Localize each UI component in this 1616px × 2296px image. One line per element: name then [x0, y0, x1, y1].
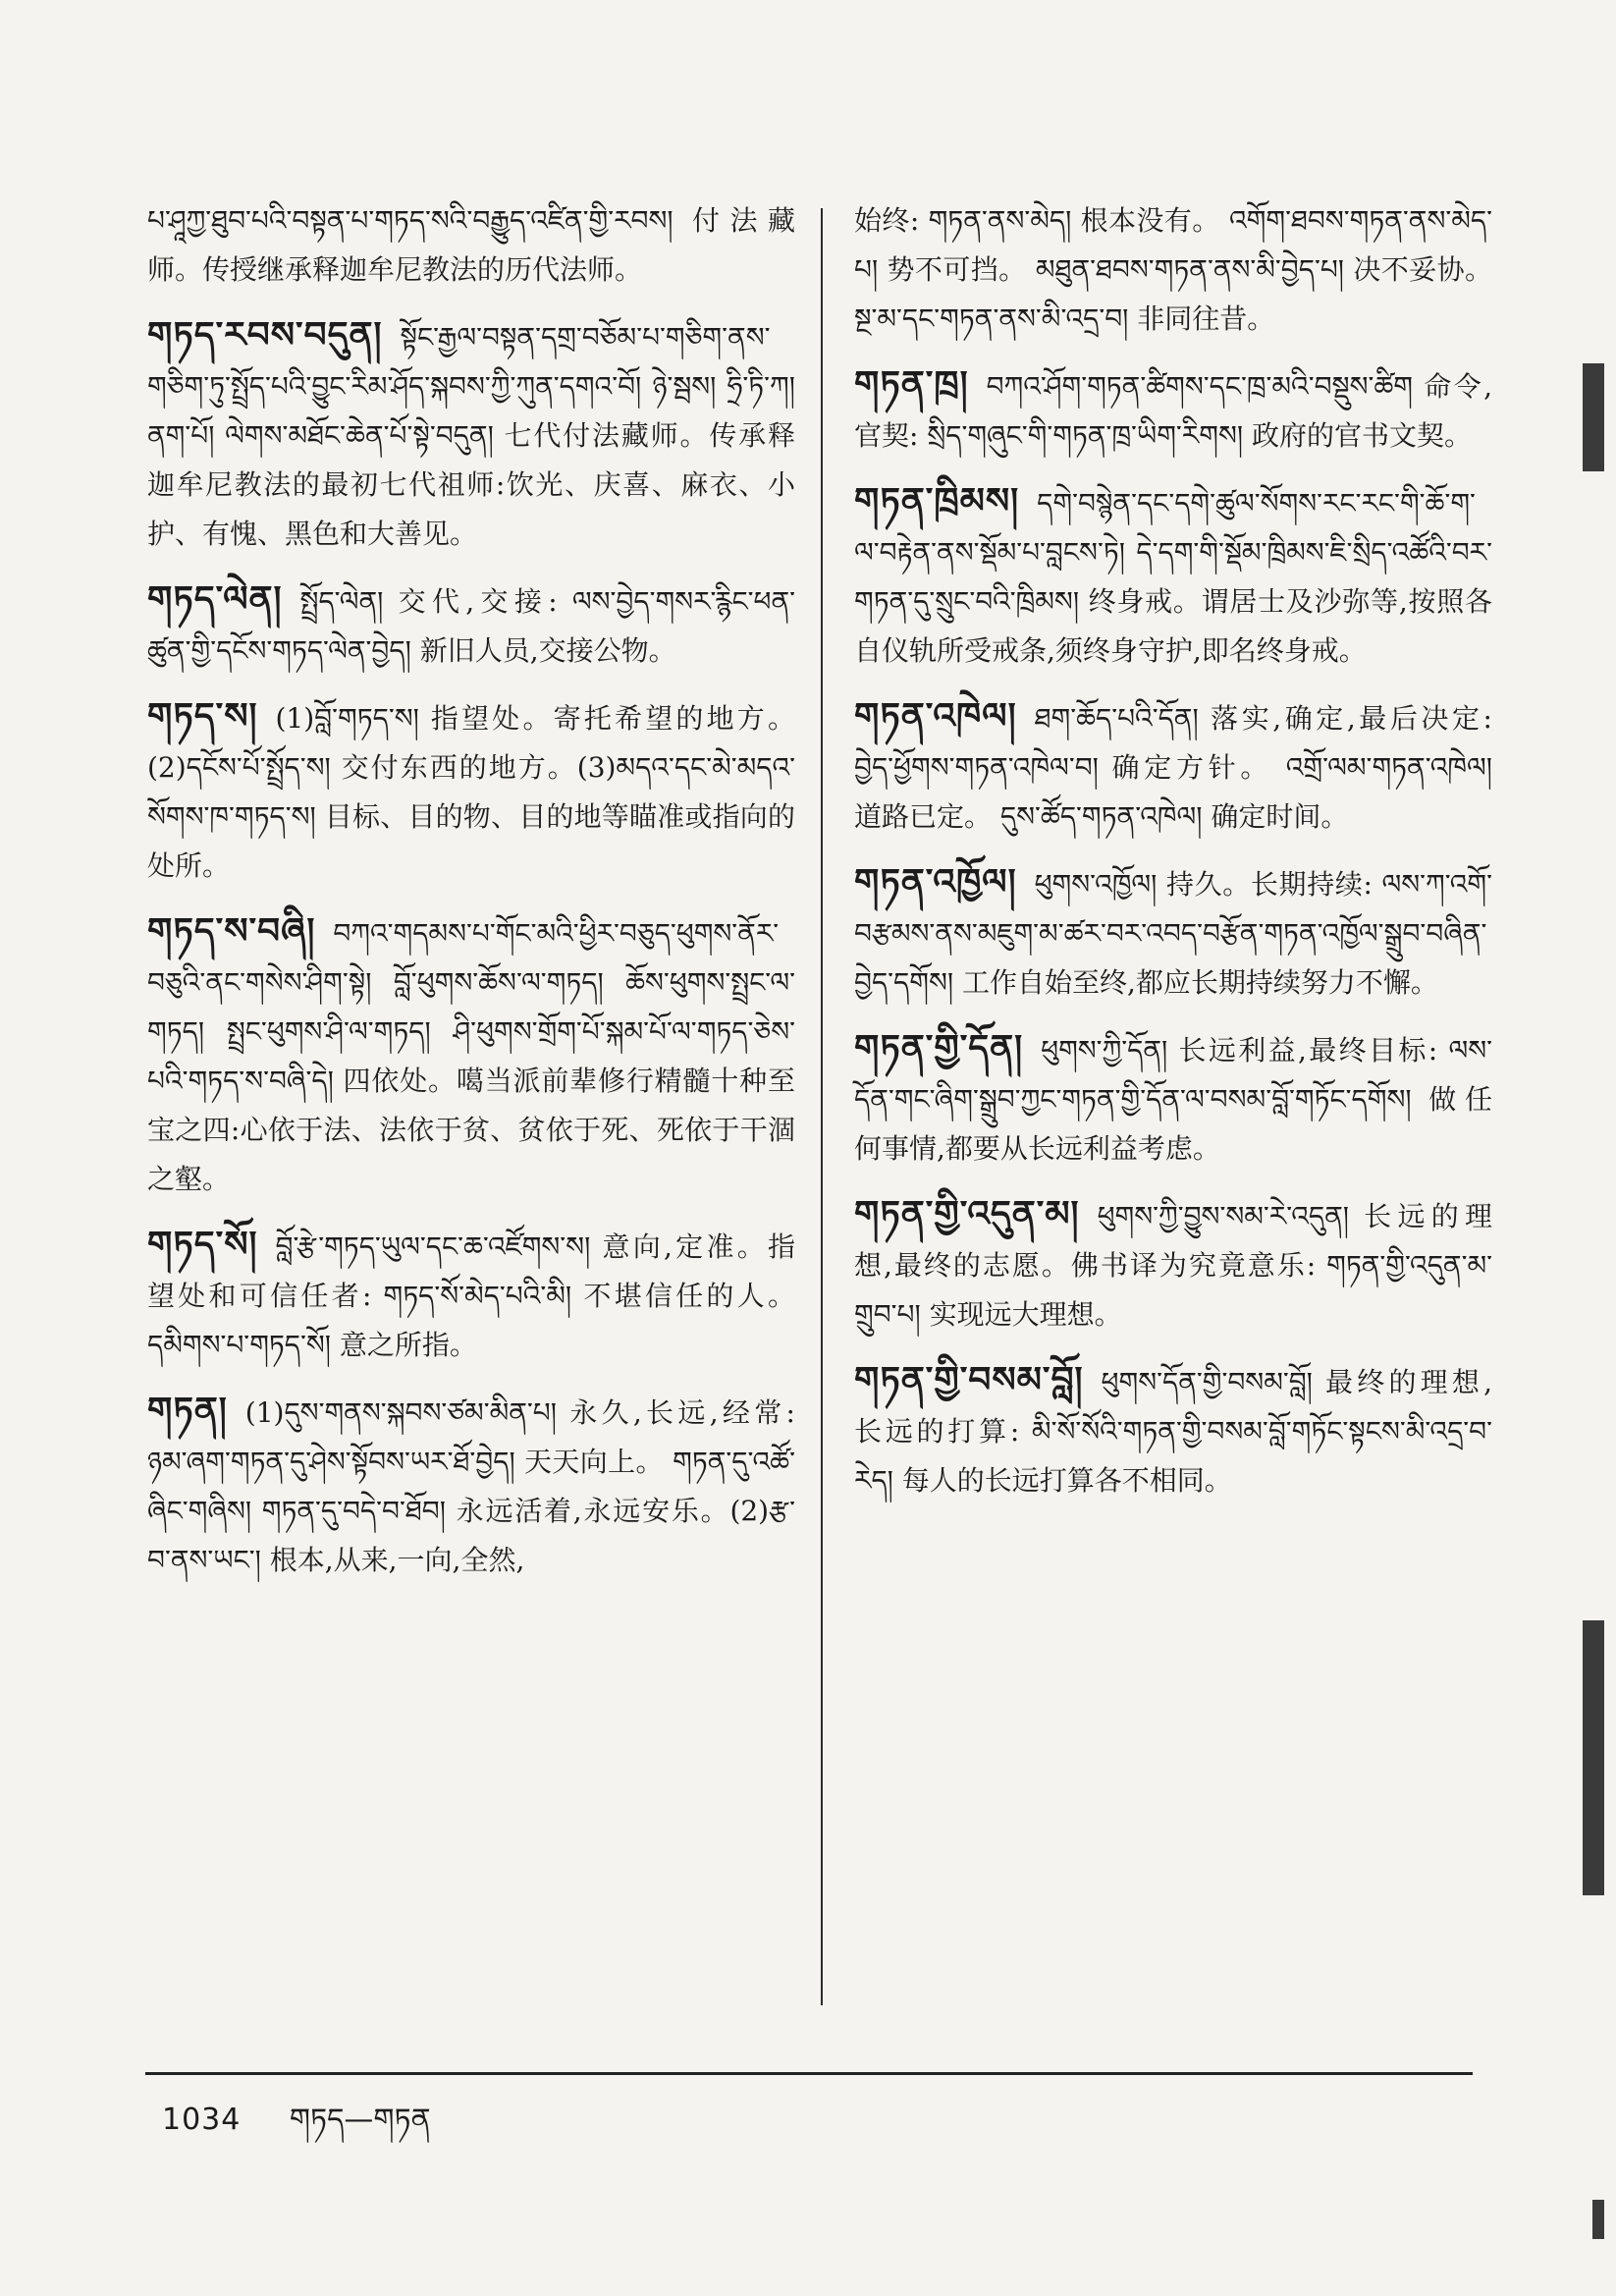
entry-definition: པ་ཤཱཀྱ་ཐུབ་པའི་བསྟན་པ་གཏད་སའི་བརྒྱུད་འཛིན་གྱི་རབས། 付法藏师。传授继承释迦牟尼教法的历代法师。 — [147, 204, 795, 286]
dictionary-entry — [854, 1023, 1492, 1174]
dictionary-entry — [854, 476, 1492, 676]
entry-definition: ཐག་ཆོད་པའི་དོན། 落实,确定,最后决定: བྱེད་ཕྱོགས་གཏན་འཁེལ་བ། 确定方针。 འགྲོ་ལམ་གཏན་འཁེལ། 道路已定。 དུས་ཚོད་གཏན་འཁེལ། 确定时间。 — [854, 702, 1492, 833]
entry-headword: གཏན། — [147, 1390, 228, 1431]
page-number: 1034 — [162, 2103, 242, 2137]
entry-definition: སྟོང་རྒྱལ་བསྟན་དགྲ་བཅོམ་པ་གཅིག་ནས་གཅིག་ཏུ་སྤྲོད་པའི་བྱུང་རིམ་ཤོད་སྐབས་ཀྱི་ཀུན་དགའ་བོ། ཉེ་སྦས། ཧྲི་ཏི་ཀ། ནག་པོ། ལེགས་མཐོང་ཆེན་པོ་སྟེ་བདུན། 七代付法藏师。传承释迦牟尼教法的最初七代祖师:饮光、庆喜、麻衣、小护、有愧、黑色和大善见。 — [147, 321, 795, 550]
page-footer — [162, 2087, 431, 2169]
entry-headword: གཏན་གྱི་དོན། — [854, 1027, 1024, 1068]
entry-headword: གཏད་ས་བཞི། — [147, 910, 316, 952]
dictionary-entry — [147, 310, 795, 559]
entry-definition: 始终: གཏན་ནས་མེད། 根本没有。 འགོག་ཐབས་གཏན་ནས་མེད་པ། 势不可挡。 མཐུན་ཐབས་གཏན་ནས་མི་བྱེད་པ། 决不妥协。 སྔ་མ་དང་གཏན་ནས་མི་འདྲ་བ། 非同往昔。 — [854, 204, 1492, 335]
left-column — [147, 196, 795, 1601]
entry-headword: གཏད་སོ། — [147, 1224, 258, 1265]
entry-definition: (1)བློ་གཏད་ས། 指望处。寄托希望的地方。(2)དངོས་པོ་སྤྲོད་ས། 交付东西的地方。(3)མདའ་དང་མེ་མདའ་སོགས་ཁ་གཏད་ས། 目标、目的物、目的地等瞄准或指向的处所。 — [147, 702, 795, 882]
entry-definition: ཕུགས་ཀྱི་བྱུས་སམ་རེ་འདུན། 长远的理想,最终的志愿。佛书译为究竟意乐: གཏན་གྱི་འདུན་མ་གྲུབ་པ། 实现远大理想。 — [854, 1200, 1492, 1331]
margin-mark — [1583, 1620, 1604, 1895]
page-range: གཏད—གཏན — [289, 2103, 431, 2137]
entry-definition: ཕུགས་འཁྱོལ། 持久。长期持续: ལས་ཀ་འགོ་བརྩམས་ནས་མཇུག་མ་ཚར་བར་འབད་བརྩོན་གཏན་འཁྱོལ་སྒྲུབ་བཞིན་བྱེད་དགོས། 工作自始至终,都应长期持续努力不懈。 — [854, 868, 1492, 999]
entry-headword: གཏད་རབས་བདུན། — [147, 314, 383, 355]
column-divider — [821, 208, 823, 2005]
entry-headword: གཏན་གྱི་བསམ་བློ། — [854, 1359, 1084, 1400]
right-column — [854, 196, 1492, 1521]
entry-definition: སྤྲོད་ལེན། 交代,交接: ལས་བྱེད་གསར་རྙིང་ཕན་ཚུན་གྱི་དངོས་གཏད་ལེན་བྱེད། 新旧人员,交接公物。 — [147, 585, 795, 667]
entry-headword: གཏན་ཁྲ། — [854, 363, 969, 405]
entry-definition: བཀའ་ཤོག་གཏན་ཚིགས་དང་ཁྲ་མའི་བསྡུས་ཚིག 命令,官契: སྲིད་གཞུང་གི་གཏན་ཁྲ་ཡིག་རིགས། 政府的官书文契。 — [854, 370, 1492, 452]
dictionary-entry — [147, 1220, 795, 1370]
entry-headword: གཏན་གྱི་འདུན་མ། — [854, 1193, 1080, 1234]
entry-headword: གཏན་ཁྲིམས། — [854, 480, 1020, 521]
entry-headword: གཏན་འཁེལ། — [854, 695, 1017, 737]
entry-headword: གཏད་ལེན། — [147, 578, 283, 620]
dictionary-entry — [147, 574, 795, 676]
dictionary-entry — [147, 196, 795, 295]
footer-rule — [145, 2072, 1473, 2075]
dictionary-entry — [854, 359, 1492, 461]
dictionary-entry — [854, 1355, 1492, 1505]
dictionary-entry — [854, 196, 1492, 344]
margin-mark — [1583, 363, 1604, 471]
entry-definition: (1)དུས་གནས་སྐབས་ཙམ་མིན་པ། 永久,长远,经常: ཉམ་ཞག་གཏན་དུ་ཤེས་སྟོབས་ཡར་ཐོ་བྱེད། 天天向上。 གཏན་དུ་འཚོ་ཞིང་གཞིས། གཏན་དུ་བདེ་བ་ཐོབ། 永远活着,永远安乐。(2)རྩ་བ་ནས་ཡང་། 根本,从来,一向,全然, — [147, 1396, 795, 1576]
entry-headword: གཏད་ས། — [147, 695, 258, 737]
margin-marks — [1575, 39, 1604, 2249]
dictionary-entry — [147, 691, 795, 891]
dictionary-entry — [854, 691, 1492, 842]
entry-definition: ཕུགས་ཀྱི་དོན། 长远利益,最终目标: ལས་དོན་གང་ཞིག་སྒྲུབ་ཀྱང་གཏན་གྱི་དོན་ལ་བསམ་བློ་གཏོང་དགོས། 做任何事情,都要从长远利益考虑。 — [854, 1034, 1492, 1165]
dictionary-entry — [854, 857, 1492, 1008]
entry-definition: བློ་རྩེ་གཏད་ཡུལ་དང་ཆ་འཛོགས་ས། 意向,定准。指望处和可信任者: གཏད་སོ་མེད་པའི་མི། 不堪信任的人。 དམིགས་པ་གཏད་སོ། 意之所指。 — [147, 1230, 795, 1361]
entry-headword: གཏན་འཁྱོལ། — [854, 861, 1017, 902]
entry-definition: བཀའ་གདམས་པ་གོང་མའི་ཕྱིར་བཅུད་ཕུགས་ནོར་བཅུའི་ནང་གསེས་ཤིག་སྟེ། བློ་ཕུགས་ཆོས་ལ་གཏད། ཆོས་ཕུགས་སྤྲང་ལ་གཏད། སྤྲང་ཕུགས་ཤི་ལ་གཏད། ཤི་ཕུགས་གྲོག་པོ་སྐམ་པོ་ལ་གཏད་ཅེས་པའི་གཏད་ས་བཞི་དེ། 四依处。噶当派前辈修行精髓十种至宝之四:心依于法、法依于贫、贫依于死、死依于干涸之壑。 — [147, 917, 795, 1195]
entry-definition: ཕུགས་དོན་གྱི་བསམ་བློ། 最终的理想,长远的打算: མི་སོ་སོའི་གཏན་གྱི་བསམ་བློ་གཏོང་སྟངས་མི་འདྲ་བ་རེད། 每人的长远打算各不相同。 — [854, 1366, 1492, 1497]
dictionary-entry — [147, 1386, 795, 1585]
margin-mark — [1592, 2200, 1604, 2239]
dictionary-entry — [854, 1189, 1492, 1339]
entry-definition: དགེ་བསྙེན་དང་དགེ་ཚུལ་སོགས་རང་རང་གི་ཆོ་ག་ལ་བརྟེན་ནས་སྡོམ་པ་བླངས་ཏེ། དེ་དག་གི་སྡོམ་ཁྲིམས་ཇི་སྲིད་འཚོའི་བར་གཏན་དུ་སྲུང་བའི་ཁྲིམས། 终身戒。谓居士及沙弥等,按照各自仪轨所受戒条,须终身守护,即名终身戒。 — [854, 487, 1492, 667]
dictionary-entry — [147, 906, 795, 1204]
